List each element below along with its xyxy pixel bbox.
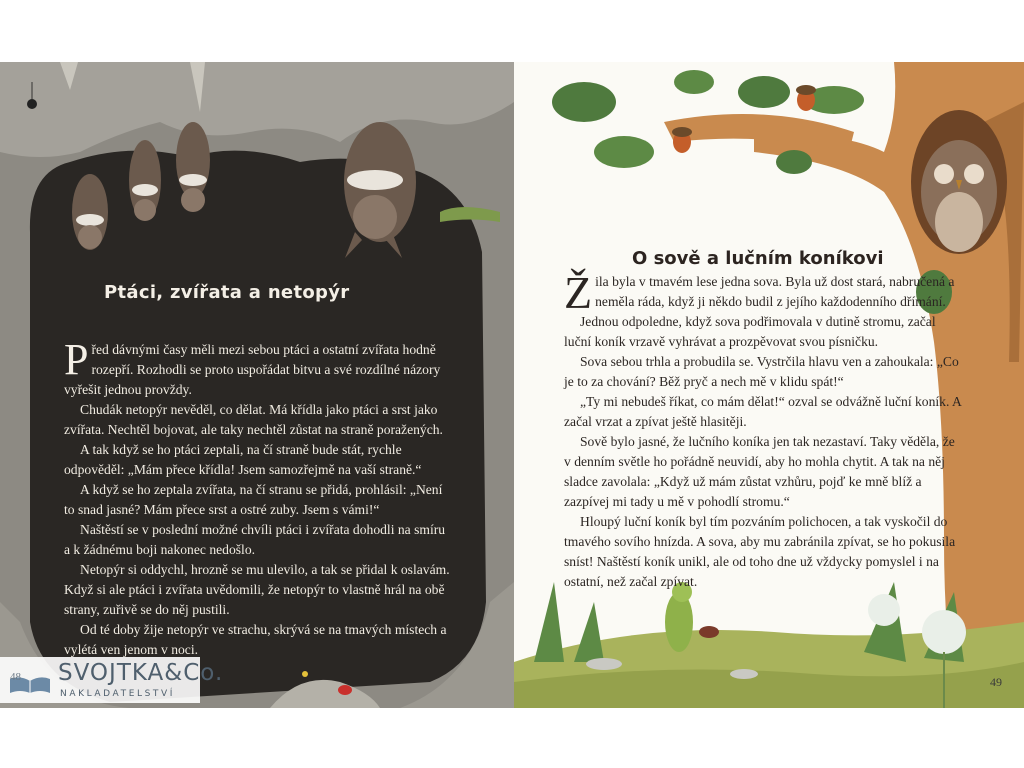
story-paragraph: Žila byla v tmavém lese jedna sova. Byla už dost stará, nabručená a neměla ráda, když ji někdo budil z jejího každodenního dřímání. [564, 267, 955, 318]
drop-cap: P [64, 335, 89, 384]
story-paragraph: Chudák netopýr nevěděl, co dělat. Má křídla jako ptáci a srst jako zvířata. Nechtěl bojovat, ale taky nechtěl zůstat na straně poražených. [64, 402, 443, 437]
story-paragraph: Netopýr si oddychl, hrozně se mu ulevilo, a tak se přidal k oslavám. Když si ale ptáci i zvířata uvědomili, že netopýr to vlastně hrál na obě strany, zuřivě se do něj pustili. [64, 562, 450, 617]
bat-illustration-1 [72, 174, 108, 250]
book-spread [0, 62, 1024, 708]
story-paragraph: Sova sebou trhla a probudila se. Vystrčila hlavu ven a zahoukala: „Co je to za chování? Běž pryč a nech mě v klidu spát!“ [564, 354, 959, 389]
story-paragraph: „Ty mi nebudeš říkat, co mám dělat!“ ozval se odvážně luční koník. A začal vrzat a zpívat ještě hlasitěji. [564, 394, 962, 429]
left-page-title: Ptáci, zvířata a netopýr [104, 282, 350, 303]
story-paragraph: Hloupý luční koník byl tím pozváním polichocen, a tak vyskočil do tmavého sovího hnízda. A sova, aby mu zabránila zpívat, se ho pokusila sníst! Naštěstí koník unikl, ale od toho dne už vždycky pomyslel i na ostatní, než začal zpívat. [564, 514, 956, 589]
left-page-story-text [64, 335, 454, 660]
left-page [0, 62, 514, 708]
story-paragraph: Naštěstí se v poslední možné chvíli ptáci i zvířata dohodli na smíru a k žádnému boji nakonec nedošlo. [64, 522, 446, 557]
right-page-title: O sově a lučním koníkovi [632, 248, 884, 269]
publisher-logo [0, 657, 224, 703]
story-paragraph: A když se ho zeptala zvířata, na čí stranu se přidá, prohlásil: „Není to snad jasné? Mám přece srst a ostré zuby. Jsem s vámi!“ [64, 482, 443, 517]
right-page-story-text [564, 267, 964, 592]
story-paragraph: Sově bylo jasné, že lučního koníka jen tak nezastaví. Taky věděla, že v denním světle ho pořádně neuvidí, aby ho mohla chytit. A tak na něj sladce zavolala: „Když už mám zůstat vzhůru, pojď ke mně blíž a zazpívej mi tady u mě v pohodlí stromu.“ [564, 434, 955, 509]
story-paragraph: A tak když se ho ptáci zeptali, na čí straně bude stát, rychle odpověděl: „Mám přece křídla! Jsem samozřejmě na vaší straně.“ [64, 442, 422, 477]
story-paragraph: Jednou odpoledne, když sova podřimovala v dutině stromu, začal luční koník vrzavě vyhrávat a prozpěvovat svou písničku. [564, 314, 936, 349]
publisher-subtitle: NAKLADATELSTVÍ [60, 689, 176, 699]
page-number-left: 48 [10, 671, 21, 683]
bat-illustration-3 [176, 122, 210, 212]
story-paragraph: Před dávnými časy měli mezi sebou ptáci a ostatní zvířata hodně rozepří. Rozhodli se proto uspořádat bitvu a své rozdílné názory vyřešit jednou provždy. [64, 335, 441, 397]
right-page [514, 62, 1024, 708]
page-number-right: 49 [990, 675, 1002, 689]
publisher-name: SVOJTKA&Co. [58, 660, 224, 686]
drop-cap: Ž [564, 267, 593, 318]
story-paragraph: Od té doby žije netopýr ve strachu, skrývá se na tmavých místech a vylétá ven jenom v noci. [64, 622, 447, 657]
